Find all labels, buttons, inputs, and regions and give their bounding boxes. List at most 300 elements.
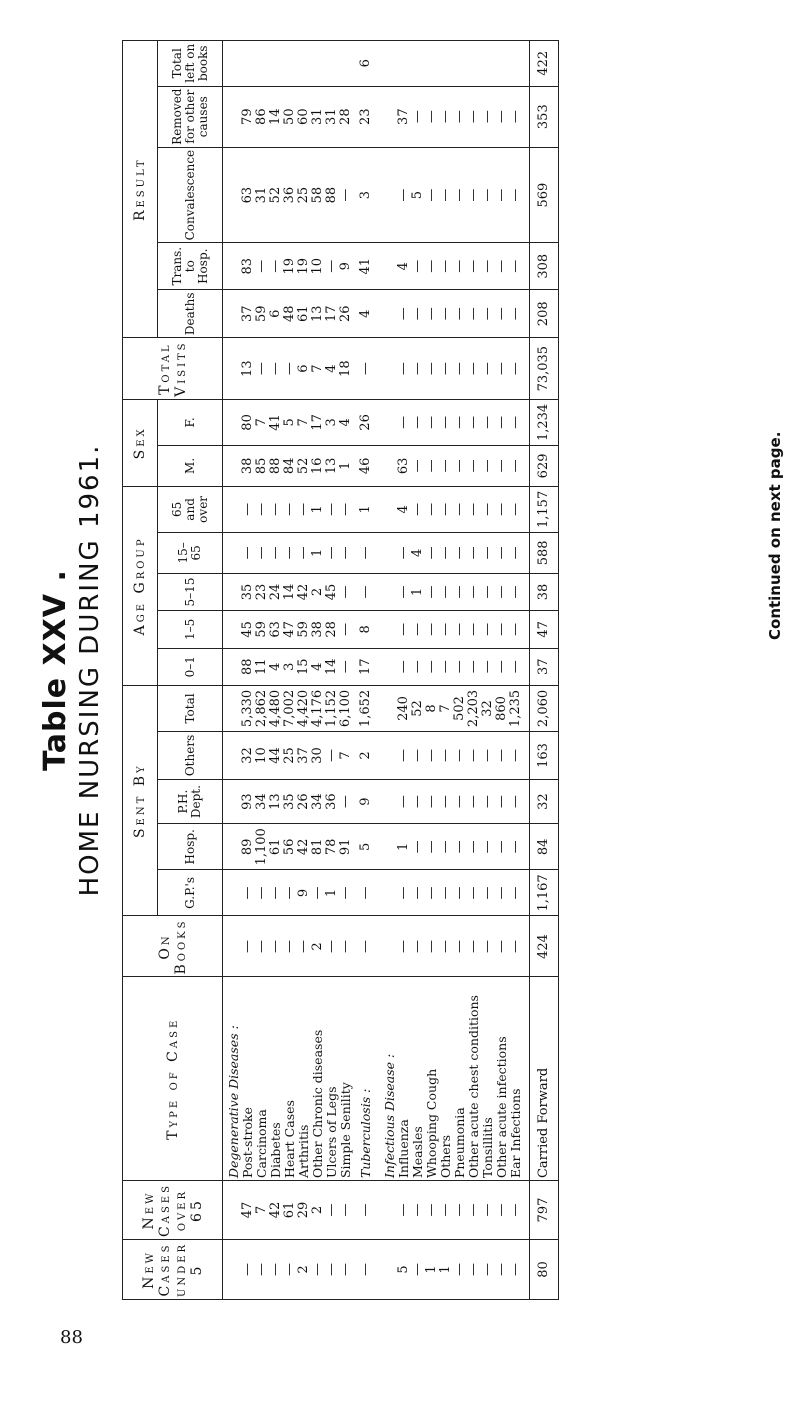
table-cell: —: [467, 399, 481, 445]
table-cell: —: [509, 916, 523, 977]
table-cell: [241, 41, 255, 87]
table-cell: —: [509, 86, 523, 147]
table-cell: —: [439, 611, 453, 648]
table-cell: 63: [397, 445, 411, 486]
table-cell: 1: [325, 870, 339, 916]
table-cell: 84: [530, 824, 559, 870]
col-new-under5: New Cases under 5: [123, 1239, 223, 1299]
table-cell: 85: [255, 445, 269, 486]
table-cell: —: [411, 338, 425, 399]
table-cell: 4: [269, 648, 283, 685]
table-cell: —: [311, 1239, 325, 1299]
table-heading: HOME NURSING DURING 1961.: [75, 443, 105, 897]
table-cell: —: [411, 445, 425, 486]
table-cell: [297, 41, 311, 87]
table-cell: 10: [255, 732, 269, 780]
case-type-label: Whooping Cough: [425, 977, 439, 1181]
table-cell: 31: [325, 86, 339, 147]
table-cell: —: [411, 399, 425, 445]
table-cell: 58: [311, 147, 325, 243]
table-cell: —: [439, 445, 453, 486]
table-cell: 1: [311, 486, 325, 532]
table-cell: 5: [283, 399, 297, 445]
table-row: [425, 41, 439, 1300]
table-cell: —: [467, 290, 481, 338]
col-male: M.: [158, 445, 223, 486]
case-type-label: Heart Cases: [283, 977, 297, 1181]
table-cell: —: [311, 870, 325, 916]
table-cell: 1,235: [509, 685, 523, 731]
table-cell: 10: [311, 243, 325, 290]
table-cell: 7: [339, 732, 353, 780]
table-cell: —: [439, 824, 453, 870]
table-cell: 63: [269, 611, 283, 648]
case-type-label: Post-stroke: [241, 977, 255, 1181]
section-row: [379, 41, 397, 1300]
table-cell: —: [283, 338, 297, 399]
table-cell: —: [481, 338, 495, 399]
table-cell: —: [495, 399, 509, 445]
table-cell: 4: [311, 648, 325, 685]
table-cell: —: [411, 916, 425, 977]
table-cell: —: [453, 916, 467, 977]
table-cell: 84: [283, 445, 297, 486]
table-cell: 23: [255, 573, 269, 610]
table-cell: —: [509, 399, 523, 445]
table-cell: 14: [325, 648, 339, 685]
table-cell: —: [481, 916, 495, 977]
table-cell: —: [509, 1181, 523, 1240]
table-cell: —: [509, 338, 523, 399]
table-cell: —: [495, 1239, 509, 1299]
table-cell: —: [509, 573, 523, 610]
table-cell: 28: [339, 86, 353, 147]
table-cell: —: [453, 338, 467, 399]
col-age-1-5: 1–5: [158, 611, 223, 648]
table-cell: —: [397, 573, 411, 610]
table-cell: —: [453, 732, 467, 780]
table-cell: —: [325, 916, 339, 977]
table-cell: 61: [283, 1181, 297, 1240]
table-cell: 93: [241, 779, 255, 823]
case-type-label: Ulcers of Legs: [325, 977, 339, 1181]
table-body: [223, 41, 559, 1300]
table-cell: 13: [269, 779, 283, 823]
table-cell: —: [397, 147, 411, 243]
table-cell: 38: [530, 573, 559, 610]
col-total: Total: [158, 685, 223, 731]
col-age-5-15: 5–15: [158, 573, 223, 610]
table-cell: 37: [397, 86, 411, 147]
table-cell: —: [453, 532, 467, 573]
table-cell: 8: [359, 611, 373, 648]
table-cell: —: [339, 1181, 353, 1240]
table-cell: 6: [359, 41, 373, 87]
case-type-label: Other Chronic diseases: [311, 977, 325, 1181]
table-cell: 42: [297, 824, 311, 870]
table-cell: 308: [530, 243, 559, 290]
table-cell: —: [325, 1239, 339, 1299]
table-cell: —: [359, 870, 373, 916]
table-cell: —: [495, 732, 509, 780]
table-cell: 23: [359, 86, 373, 147]
table-cell: 4: [339, 399, 353, 445]
table-cell: —: [509, 824, 523, 870]
table-cell: —: [481, 824, 495, 870]
table-cell: —: [439, 86, 453, 147]
table-cell: —: [325, 732, 339, 780]
table-cell: —: [439, 290, 453, 338]
table-cell: [311, 41, 325, 87]
table-cell: 4: [397, 243, 411, 290]
table-cell: [495, 41, 509, 87]
table-cell: 1,652: [359, 685, 373, 731]
table-cell: 629: [530, 445, 559, 486]
table-cell: —: [255, 486, 269, 532]
table-cell: 38: [241, 445, 255, 486]
col-others: Others: [158, 732, 223, 780]
table-cell: —: [411, 779, 425, 823]
table-cell: —: [481, 870, 495, 916]
table-cell: —: [453, 573, 467, 610]
table-cell: 50: [283, 86, 297, 147]
table-cell: —: [255, 532, 269, 573]
table-cell: 63: [241, 147, 255, 243]
table-cell: [453, 41, 467, 87]
table-cell: 7: [255, 1181, 269, 1240]
table-cell: —: [425, 573, 439, 610]
table-cell: —: [481, 290, 495, 338]
table-cell: 9: [339, 243, 353, 290]
table-cell: —: [297, 532, 311, 573]
table-cell: 17: [359, 648, 373, 685]
table-cell: 422: [530, 41, 559, 87]
rotated-table-page: [38, 40, 738, 1300]
table-cell: [467, 41, 481, 87]
table-cell: —: [241, 486, 255, 532]
table-cell: —: [339, 870, 353, 916]
table-cell: —: [269, 486, 283, 532]
table-cell: 25: [297, 147, 311, 243]
table-cell: —: [339, 573, 353, 610]
table-cell: 4,176: [311, 685, 325, 731]
table-cell: —: [467, 648, 481, 685]
table-cell: —: [481, 573, 495, 610]
case-type-label: Measles: [411, 977, 425, 1181]
table-cell: 78: [325, 824, 339, 870]
table-cell: —: [439, 916, 453, 977]
col-age-15-65: 15–65: [158, 532, 223, 573]
table-cell: —: [439, 779, 453, 823]
table-cell: —: [425, 824, 439, 870]
table-cell: —: [255, 338, 269, 399]
table-cell: —: [495, 648, 509, 685]
case-type-label: Influenza: [397, 977, 411, 1181]
col-total-left: Total left on books: [158, 41, 223, 87]
table-cell: 86: [255, 86, 269, 147]
table-cell: 13: [311, 290, 325, 338]
table-cell: —: [425, 1181, 439, 1240]
table-cell: 18: [339, 338, 353, 399]
table-cell: —: [495, 1181, 509, 1240]
table-cell: —: [453, 1181, 467, 1240]
table-cell: 2: [311, 1181, 325, 1240]
table-cell: 45: [241, 611, 255, 648]
table-cell: —: [453, 1239, 467, 1299]
table-cell: 56: [283, 824, 297, 870]
table-cell: —: [467, 732, 481, 780]
table-cell: 7: [439, 685, 453, 731]
table-cell: —: [397, 532, 411, 573]
table-cell: 208: [530, 290, 559, 338]
table-cell: —: [481, 611, 495, 648]
table-cell: 353: [530, 86, 559, 147]
table-cell: —: [269, 870, 283, 916]
table-cell: —: [339, 779, 353, 823]
table-cell: —: [439, 732, 453, 780]
table-cell: 1: [311, 532, 325, 573]
table-cell: —: [425, 290, 439, 338]
table-cell: —: [397, 290, 411, 338]
table-cell: —: [283, 486, 297, 532]
table-cell: —: [495, 532, 509, 573]
table-cell: 52: [269, 147, 283, 243]
case-type-label: Other acute infections: [495, 977, 509, 1181]
table-cell: —: [425, 445, 439, 486]
table-cell: 48: [283, 290, 297, 338]
table-cell: 37: [297, 732, 311, 780]
table-cell: —: [425, 86, 439, 147]
case-type-label: Other acute chest conditions: [467, 977, 481, 1181]
table-cell: —: [425, 779, 439, 823]
case-type-label: Carried Forward: [530, 977, 559, 1181]
table-cell: —: [397, 1181, 411, 1240]
table-cell: [425, 41, 439, 87]
table-cell: 569: [530, 147, 559, 243]
table-cell: 8: [425, 685, 439, 731]
table-cell: —: [339, 532, 353, 573]
group-age-group: Age Group: [123, 486, 158, 685]
table-cell: —: [467, 86, 481, 147]
table-cell: 91: [339, 824, 353, 870]
table-cell: 89: [241, 824, 255, 870]
col-age-0-1: 0–1: [158, 648, 223, 685]
table-cell: 32: [241, 732, 255, 780]
table-cell: —: [453, 290, 467, 338]
table-cell: 46: [359, 445, 373, 486]
col-total-visits: Total Visits: [123, 338, 223, 399]
table-cell: —: [509, 1239, 523, 1299]
table-row: [359, 41, 373, 1300]
table-cell: 4,420: [297, 685, 311, 731]
table-cell: —: [411, 86, 425, 147]
table-cell: 73,035: [530, 338, 559, 399]
table-cell: 31: [255, 147, 269, 243]
table-cell: —: [241, 532, 255, 573]
table-cell: —: [425, 147, 439, 243]
table-cell: 61: [297, 290, 311, 338]
table-cell: 59: [255, 611, 269, 648]
table-cell: —: [509, 445, 523, 486]
table-cell: 1: [397, 824, 411, 870]
table-cell: —: [411, 824, 425, 870]
table-cell: —: [339, 648, 353, 685]
table-cell: 44: [269, 732, 283, 780]
case-type-label: Pneumonia: [453, 977, 467, 1181]
table-cell: 34: [311, 779, 325, 823]
table-cell: [439, 41, 453, 87]
table-cell: —: [359, 1181, 373, 1240]
table-cell: 424: [530, 916, 559, 977]
table-cell: —: [269, 243, 283, 290]
case-type-label: Diabetes: [269, 977, 283, 1181]
table-cell: —: [495, 824, 509, 870]
table-cell: —: [453, 648, 467, 685]
col-trans-hosp: Trans. to Hosp.: [158, 243, 223, 290]
table-cell: —: [495, 611, 509, 648]
table-cell: 47: [241, 1181, 255, 1240]
table-cell: —: [269, 916, 283, 977]
section-label: Infectious Disease :: [379, 977, 397, 1181]
table-cell: 1: [425, 1239, 439, 1299]
table-cell: 26: [339, 290, 353, 338]
table-cell: 41: [269, 399, 283, 445]
table-cell: —: [481, 779, 495, 823]
col-hosp: Hosp.: [158, 824, 223, 870]
table-cell: —: [509, 486, 523, 532]
table-cell: —: [439, 1181, 453, 1240]
table-cell: —: [241, 870, 255, 916]
table-cell: 31: [311, 86, 325, 147]
table-cell: —: [425, 338, 439, 399]
table-cell: 9: [297, 870, 311, 916]
table-cell: —: [467, 445, 481, 486]
table-cell: —: [453, 870, 467, 916]
table-row: [439, 41, 453, 1300]
table-cell: —: [509, 732, 523, 780]
table-cell: 30: [311, 732, 325, 780]
table-cell: —: [467, 824, 481, 870]
table-cell: —: [255, 243, 269, 290]
table-cell: 11: [255, 648, 269, 685]
table-cell: 5,330: [241, 685, 255, 731]
table-cell: 42: [269, 1181, 283, 1240]
table-cell: —: [481, 399, 495, 445]
table-cell: —: [425, 532, 439, 573]
table-cell: —: [439, 573, 453, 610]
table-cell: 3: [325, 399, 339, 445]
table-cell: 79: [241, 86, 255, 147]
col-female: F.: [158, 399, 223, 445]
table-cell: —: [453, 824, 467, 870]
table-cell: 13: [325, 445, 339, 486]
col-new-over65: New Cases over 65: [123, 1181, 223, 1240]
table-cell: —: [481, 532, 495, 573]
table-cell: 1: [411, 573, 425, 610]
group-result: Result: [123, 41, 158, 338]
table-cell: 52: [411, 685, 425, 731]
table-cell: 45: [325, 573, 339, 610]
table-cell: —: [481, 732, 495, 780]
table-row: [397, 41, 411, 1300]
table-cell: [283, 41, 297, 87]
table-cell: —: [425, 916, 439, 977]
col-on-books: On Books: [123, 916, 223, 977]
table-cell: —: [425, 486, 439, 532]
table-cell: 2,203: [467, 685, 481, 731]
table-cell: 80: [241, 399, 255, 445]
table-cell: —: [453, 779, 467, 823]
table-cell: —: [359, 338, 373, 399]
table-cell: —: [509, 648, 523, 685]
table-cell: —: [241, 1239, 255, 1299]
table-row: [339, 41, 353, 1300]
table-cell: —: [481, 243, 495, 290]
table-cell: —: [411, 1239, 425, 1299]
table-cell: 1,100: [255, 824, 269, 870]
table-cell: 52: [297, 445, 311, 486]
table-cell: —: [467, 147, 481, 243]
table-cell: —: [425, 399, 439, 445]
case-type-label: Simple Senility: [339, 977, 353, 1181]
table-cell: —: [255, 870, 269, 916]
case-type-label: Tuberculosis :: [359, 977, 373, 1181]
table-cell: 19: [297, 243, 311, 290]
table-cell: 60: [297, 86, 311, 147]
table-cell: 35: [241, 573, 255, 610]
table-cell: 83: [241, 243, 255, 290]
table-cell: 28: [325, 611, 339, 648]
table-cell: —: [495, 916, 509, 977]
section-row: [223, 41, 242, 1300]
table-cell: 5: [359, 824, 373, 870]
table-cell: [325, 41, 339, 87]
table-cell: 37: [241, 290, 255, 338]
table-cell: —: [397, 732, 411, 780]
table-cell: —: [481, 445, 495, 486]
table-cell: —: [255, 916, 269, 977]
table-cell: 25: [283, 732, 297, 780]
table-row: [255, 41, 269, 1300]
home-nursing-table: [122, 40, 559, 1300]
table-cell: —: [439, 147, 453, 243]
table-cell: —: [397, 870, 411, 916]
table-cell: 797: [530, 1181, 559, 1240]
table-cell: 26: [297, 779, 311, 823]
table-cell: 17: [311, 399, 325, 445]
table-cell: —: [425, 732, 439, 780]
case-type-label: Ear Infections: [509, 977, 523, 1181]
table-cell: 2: [359, 732, 373, 780]
table-cell: 81: [311, 824, 325, 870]
case-type-label: Others: [439, 977, 453, 1181]
table-cell: —: [467, 486, 481, 532]
table-cell: 1,157: [530, 486, 559, 532]
table-cell: 80: [530, 1239, 559, 1299]
table-cell: —: [359, 532, 373, 573]
table-cell: —: [397, 611, 411, 648]
page-number: 88: [60, 1327, 83, 1348]
table-cell: —: [269, 532, 283, 573]
table-number: Table XXV .: [38, 569, 73, 771]
table-cell: —: [397, 648, 411, 685]
table-cell: [269, 41, 283, 87]
table-cell: —: [453, 611, 467, 648]
table-cell: —: [411, 243, 425, 290]
table-cell: —: [453, 243, 467, 290]
table-cell: —: [509, 611, 523, 648]
col-convalescence: Convalescence: [158, 147, 223, 243]
